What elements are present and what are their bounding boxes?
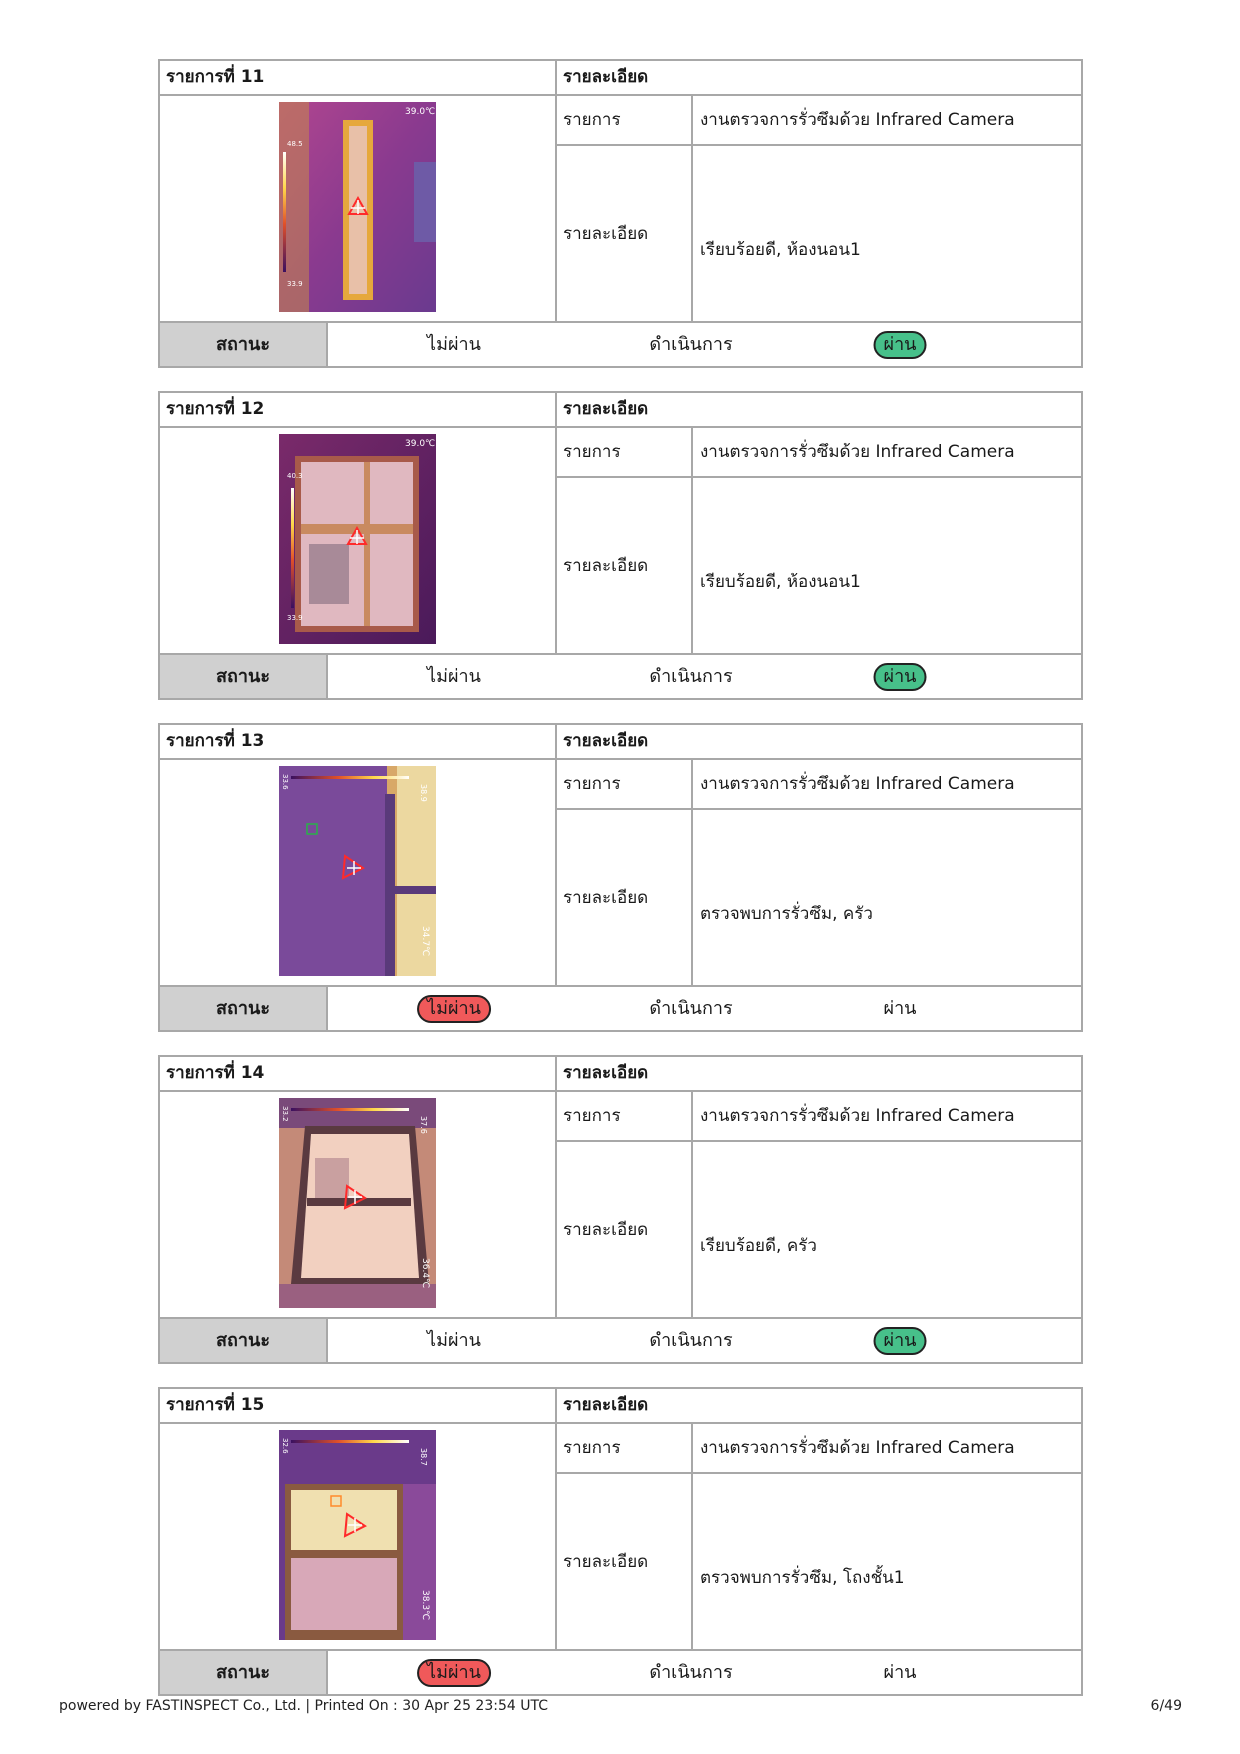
photo-cell <box>160 1092 555 1319</box>
detail-label: รายละเอียด <box>563 556 649 576</box>
svg-text:34.7℃: 34.7℃ <box>420 926 430 957</box>
status-in-progress[interactable]: ดำเนินการ <box>649 1330 733 1351</box>
item-value: งานตรวจการรั่วซึมด้วย Infrared Camera <box>691 428 1081 476</box>
detail-header: รายละเอียด <box>555 61 1081 94</box>
status-in-progress[interactable]: ดำเนินการ <box>649 1662 733 1683</box>
svg-text:38.3℃: 38.3℃ <box>420 1590 430 1621</box>
status-pass[interactable]: ผ่าน <box>874 331 927 359</box>
info-cell <box>555 428 1081 655</box>
status-fail[interactable]: ไม่ผ่าน <box>417 1659 491 1687</box>
inspection-item-11 <box>158 59 1083 368</box>
info-cell <box>555 96 1081 323</box>
item-title: รายการที่ 15 <box>166 1395 265 1415</box>
detail-header: รายละเอียด <box>555 1057 1081 1090</box>
status-fail[interactable]: ไม่ผ่าน <box>427 1330 481 1351</box>
photo-cell <box>160 428 555 655</box>
detail-value: เรียบร้อยดี, ห้องนอน1 <box>691 478 1081 655</box>
status-in-progress[interactable]: ดำเนินการ <box>649 998 733 1019</box>
thermal-photo[interactable] <box>279 1430 436 1640</box>
detail-header: รายละเอียด <box>555 1389 1081 1422</box>
svg-text:40.3: 40.3 <box>287 472 303 480</box>
status-pass[interactable]: ผ่าน <box>874 663 927 691</box>
card-header <box>160 1057 1081 1092</box>
status-label: สถานะ <box>160 987 328 1030</box>
info-cell <box>555 1092 1081 1319</box>
status-row <box>160 1649 1081 1694</box>
temp-readout: 39.0℃ <box>405 107 436 117</box>
status-in-progress[interactable]: ดำเนินการ <box>649 334 733 355</box>
card-header <box>160 1389 1081 1424</box>
item-label: รายการ <box>563 774 621 794</box>
status-fail[interactable]: ไม่ผ่าน <box>427 334 481 355</box>
status-label: สถานะ <box>160 1651 328 1694</box>
photo-cell <box>160 760 555 987</box>
status-in-progress[interactable]: ดำเนินการ <box>649 666 733 687</box>
svg-text:32.6: 32.6 <box>281 1438 289 1454</box>
item-label: รายการ <box>563 1438 621 1458</box>
temp-readout: 37.6 <box>419 1116 428 1134</box>
status-row <box>160 985 1081 1030</box>
status-label: สถานะ <box>160 1319 328 1362</box>
detail-value: เรียบร้อยดี, ครัว <box>691 1142 1081 1319</box>
detail-label: รายละเอียด <box>563 224 649 244</box>
card-header <box>160 393 1081 428</box>
svg-text:33.9: 33.9 <box>287 280 303 288</box>
inspection-item-13 <box>158 723 1083 1032</box>
card-header <box>160 61 1081 96</box>
info-cell <box>555 760 1081 987</box>
detail-value: ตรวจพบการรั่วซึม, ครัว <box>691 810 1081 987</box>
status-fail[interactable]: ไม่ผ่าน <box>417 995 491 1023</box>
inspection-item-14 <box>158 1055 1083 1364</box>
item-value: งานตรวจการรั่วซึมด้วย Infrared Camera <box>691 760 1081 808</box>
inspection-item-12 <box>158 391 1083 700</box>
status-row <box>160 653 1081 698</box>
item-value: งานตรวจการรั่วซึมด้วย Infrared Camera <box>691 96 1081 144</box>
footer-credit: powered by FASTINSPECT Co., Ltd. | Printed On : 30 Apr 25 23:54 UTC <box>59 1698 548 1714</box>
svg-text:48.5: 48.5 <box>287 140 303 148</box>
status-row <box>160 1317 1081 1362</box>
detail-header: รายละเอียด <box>555 393 1081 426</box>
item-label: รายการ <box>563 442 621 462</box>
svg-text:33.2: 33.2 <box>281 1106 289 1122</box>
item-title: รายการที่ 11 <box>166 67 265 87</box>
svg-text:36.4℃: 36.4℃ <box>420 1258 430 1289</box>
info-cell <box>555 1424 1081 1651</box>
item-value: งานตรวจการรั่วซึมด้วย Infrared Camera <box>691 1092 1081 1140</box>
thermal-photo[interactable] <box>279 1098 436 1308</box>
item-label: รายการ <box>563 1106 621 1126</box>
status-label: สถานะ <box>160 323 328 366</box>
item-title: รายการที่ 12 <box>166 399 265 419</box>
thermal-photo[interactable] <box>279 102 436 312</box>
svg-text:33.6: 33.6 <box>281 774 289 790</box>
svg-text:33.9: 33.9 <box>287 614 303 622</box>
status-pass[interactable]: ผ่าน <box>874 1327 927 1355</box>
item-label: รายการ <box>563 110 621 130</box>
status-row <box>160 321 1081 366</box>
detail-label: รายละเอียด <box>563 1552 649 1572</box>
detail-value: ตรวจพบการรั่วซึม, โถงชั้น1 <box>691 1474 1081 1651</box>
item-title: รายการที่ 13 <box>166 731 265 751</box>
thermal-photo[interactable] <box>279 766 436 976</box>
page-number: 6/49 <box>1150 1698 1182 1714</box>
detail-label: รายละเอียด <box>563 888 649 908</box>
status-pass[interactable]: ผ่าน <box>883 998 917 1019</box>
card-header <box>160 725 1081 760</box>
status-pass[interactable]: ผ่าน <box>883 1662 917 1683</box>
temp-readout: 38.7 <box>419 1448 428 1466</box>
detail-label: รายละเอียด <box>563 1220 649 1240</box>
temp-readout: 39.0℃ <box>405 439 436 449</box>
status-fail[interactable]: ไม่ผ่าน <box>427 666 481 687</box>
item-title: รายการที่ 14 <box>166 1063 265 1083</box>
photo-cell <box>160 96 555 323</box>
thermal-photo[interactable] <box>279 434 436 644</box>
inspection-item-15 <box>158 1387 1083 1696</box>
temp-readout: 38.9 <box>419 784 428 802</box>
item-value: งานตรวจการรั่วซึมด้วย Infrared Camera <box>691 1424 1081 1472</box>
photo-cell <box>160 1424 555 1651</box>
detail-value: เรียบร้อยดี, ห้องนอน1 <box>691 146 1081 323</box>
detail-header: รายละเอียด <box>555 725 1081 758</box>
status-label: สถานะ <box>160 655 328 698</box>
